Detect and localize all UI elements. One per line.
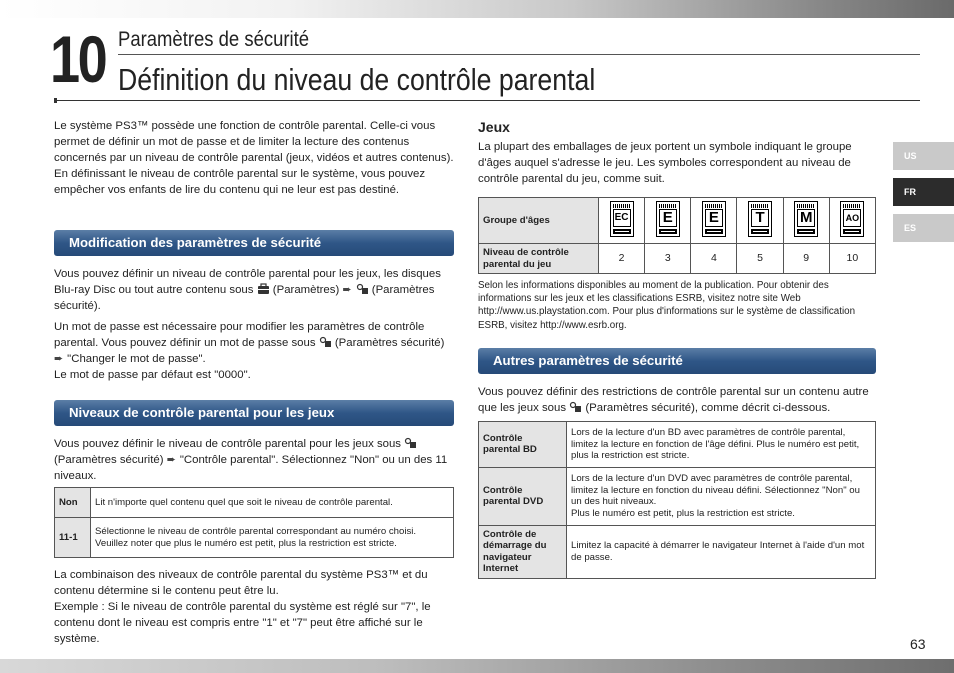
page-number: 63 — [910, 636, 926, 652]
section-heading-modification: Modification des paramètres de sécurité — [54, 230, 454, 256]
row-text: Lit n'importe quel contenu quel que soit le niveau de contrôle parental. — [91, 488, 454, 518]
esrb-everyone-10-icon: E — [691, 198, 737, 244]
lang-tab-us[interactable]: US — [893, 142, 954, 170]
level-label: Niveau de contrôle parental du jeu — [479, 244, 599, 274]
row-text: Lors de la lecture d'un DVD avec paramètres de contrôle parental, limitez la lecture en fonction du niveau défini. Sélectionnez "Non" ou un des huit niveaux. Plus le numéro est petit, plus la restriction est stricte. — [567, 467, 876, 525]
table-row — [479, 525, 876, 578]
arrow-right-icon: ➨ — [54, 353, 64, 365]
age-group-label: Groupe d'âges — [479, 198, 599, 244]
security-lock-icon — [319, 336, 332, 348]
chapter-number: 10 — [50, 22, 106, 96]
table-row — [479, 467, 876, 525]
row-label: Contrôle de démarrage du navigateur Internet — [479, 525, 567, 578]
esrb-note: Selon les informations disponibles au moment de la publication. Pour obtenir des informations sur les jeux et les classifications ESRB, visitez notre site Web http://www.us.playstation.com. Pour plus d'informations sur le système de classification ESRB, visitez http://www.esrb.org. — [478, 280, 856, 331]
table-row — [479, 421, 876, 467]
game-levels-paragraph: Vous pouvez définir le niveau de contrôle parental pour les jeux sous (Paramètres sécurité) ➨ "Contrôle parental". Sélectionnez "Non" ou un des 11 niveaux. — [54, 438, 448, 482]
table-row — [55, 488, 454, 518]
arrow-right-icon: ➨ — [166, 454, 176, 466]
row-text: Sélectionne le niveau de contrôle parental correspondant au numéro choisi. Veuillez noter que plus le numéro est petit, plus la restriction est stricte. — [91, 518, 454, 558]
top-gradient-bar — [0, 0, 954, 18]
table-row — [479, 244, 876, 274]
example-paragraph: Exemple : Si le niveau de contrôle parental du système est réglé sur "7", le contenu dont le niveau est compris entre "1" et "7" peut être affiché sur le système. — [54, 601, 431, 645]
level-value: 10 — [829, 244, 875, 274]
combination-paragraph: La combinaison des niveaux de contrôle parental du système PS3™ et du contenu détermine si le contenu peut être lu. — [54, 569, 428, 597]
row-text: Limitez la capacité à démarrer le navigateur Internet à l'aide d'un mot de passe. — [567, 525, 876, 578]
section-heading-game-levels: Niveaux de contrôle parental pour les jeux — [54, 400, 454, 426]
modification-paragraph-1: Vous pouvez définir un niveau de contrôle parental pour les jeux, les disques Blu-ray Disc ou tout autre contenu sous (Paramètres) ➨ (Paramètres sécurité). — [54, 268, 441, 312]
level-value: 2 — [599, 244, 645, 274]
level-value: 3 — [645, 244, 691, 274]
row-label: Contrôle parental BD — [479, 421, 567, 467]
table-row — [479, 198, 876, 244]
bottom-gradient-bar — [0, 659, 954, 673]
section-title: Paramètres de sécurité — [118, 28, 310, 51]
esrb-mature-icon: M — [783, 198, 829, 244]
header-divider — [54, 100, 920, 101]
section-heading-other-settings: Autres paramètres de sécurité — [478, 348, 876, 374]
esrb-adults-only-icon: AO — [829, 198, 875, 244]
modification-paragraph-2: Un mot de passe est nécessaire pour modifier les paramètres de contrôle parental. Vous pouvez définir un mot de passe sous (Paramètres sécurité) ➨ "Changer le mot de passe". Le mot de passe par défaut est "0000". — [54, 321, 445, 381]
level-value: 4 — [691, 244, 737, 274]
row-text: Lors de la lecture d'un BD avec paramètres de contrôle parental, limitez la lecture en fonction de l'âge défini. Plus le numéro est petit, plus la restriction est stricte. — [567, 421, 876, 467]
other-settings-table — [478, 421, 876, 579]
lang-tab-fr[interactable]: FR — [893, 178, 954, 206]
esrb-teen-icon: T — [737, 198, 783, 244]
row-label: Contrôle parental DVD — [479, 467, 567, 525]
security-lock-icon — [356, 283, 369, 295]
intro-paragraph: Le système PS3™ possède une fonction de contrôle parental. Celle-ci vous permet de définir un mot de passe et de limiter la lecture des contenus concernés par un niveau de contrôle parental (jeux, vidéos et autres contenus). En définissant le niveau de contrôle parental sur le système, vous pouvez empêcher vos enfants de lire du contenu qui ne leur est pas destiné. — [54, 120, 454, 196]
game-levels-table — [54, 487, 454, 558]
ratings-table — [478, 197, 876, 274]
games-heading: Jeux — [478, 119, 510, 135]
right-column — [478, 118, 876, 579]
title-divider — [118, 54, 920, 55]
table-row — [55, 518, 454, 558]
arrow-right-icon: ➨ — [342, 284, 352, 296]
page-title: Définition du niveau de contrôle parental — [118, 62, 596, 97]
security-lock-icon — [404, 437, 417, 449]
other-settings-paragraph: Vous pouvez définir des restrictions de contrôle parental sur un contenu autre que les jeux sous (Paramètres sécurité), comme décrit ci-dessous. — [478, 385, 869, 414]
lang-tab-es[interactable]: ES — [893, 214, 954, 242]
games-paragraph: La plupart des emballages de jeux portent un symbole indiquant le groupe d'âges auquel s'adresse le jeu. Les symboles correspondent au niveau de contrôle parental du jeu, comme suit. — [478, 141, 852, 185]
settings-toolbox-icon — [257, 283, 270, 295]
row-label: Non — [55, 488, 91, 518]
level-value: 5 — [737, 244, 783, 274]
esrb-everyone-icon: E — [645, 198, 691, 244]
left-column — [54, 118, 454, 647]
row-label: 11-1 — [55, 518, 91, 558]
esrb-early-childhood-icon: EC — [599, 198, 645, 244]
security-lock-icon — [569, 401, 582, 413]
level-value: 9 — [783, 244, 829, 274]
